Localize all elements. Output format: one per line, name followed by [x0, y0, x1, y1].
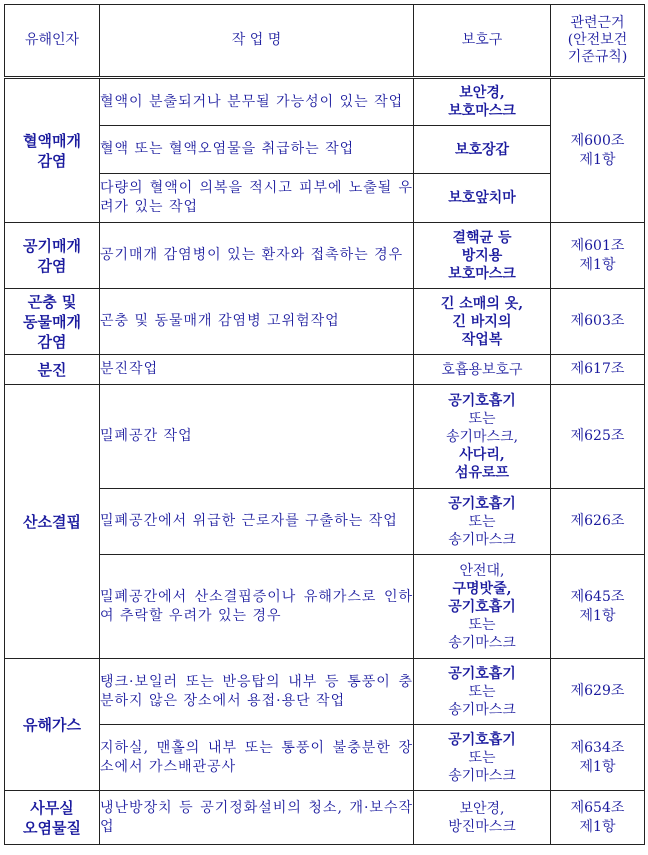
gear-line: 긴 소매의 옷,	[440, 295, 524, 312]
protective-equipment-table-sheet	[4, 4, 644, 845]
table-row	[5, 223, 645, 289]
table-row	[5, 78, 645, 126]
task-cell: 혈액 또는 혈액오염물을 취급하는 작업	[100, 126, 414, 174]
table-row	[5, 659, 645, 725]
gear-line: 또는	[468, 749, 496, 766]
gear-line: 긴 바지의	[452, 313, 512, 330]
factor-line: 감염	[37, 332, 67, 351]
task-cell: 분진작업	[100, 355, 414, 385]
table-row	[5, 289, 645, 355]
factor-cell: 분진	[5, 355, 100, 385]
law-cell	[551, 78, 645, 223]
gear-line: 보호앞치마	[448, 190, 516, 206]
gear-line: 공기호흡기	[448, 392, 516, 409]
task-cell: 밀폐공간 작업	[100, 385, 414, 489]
task-cell: 혈액이 분출되거나 분무될 가능성이 있는 작업	[100, 78, 414, 126]
factor-line: 사무실	[30, 798, 74, 817]
gear-line: 호흡용보호구	[441, 361, 523, 378]
gear-line: 또는	[468, 410, 496, 427]
law-cell: 제625조	[551, 385, 645, 489]
gear-line: 송기마스크	[448, 634, 516, 651]
factor-line: 감염	[37, 151, 67, 170]
table-row	[5, 555, 645, 659]
law-line: 제601조	[570, 237, 625, 254]
law-line: 제1항	[579, 607, 616, 624]
gear-line: 보안경,	[459, 85, 505, 101]
law-line: 제634조	[570, 739, 625, 756]
gear-line: 공기호흡기	[448, 665, 516, 682]
table-row	[5, 174, 645, 223]
table-row	[5, 355, 645, 385]
law-cell	[551, 725, 645, 791]
table-row	[5, 126, 645, 174]
factor-line: 감염	[37, 256, 67, 275]
gear-line: 사다리,	[459, 446, 505, 463]
gear-line: 안전대,	[459, 562, 505, 579]
gear-cell	[414, 555, 551, 659]
header-law-line-1: 관련근거	[570, 15, 625, 31]
factor-cell	[5, 289, 100, 355]
task-cell: 공기매개 감염병이 있는 환자와 접촉하는 경우	[100, 223, 414, 289]
law-line: 제1항	[579, 151, 616, 168]
gear-cell	[414, 355, 551, 385]
gear-cell	[414, 385, 551, 489]
gear-line: 송기마스크	[448, 767, 516, 784]
header-law	[551, 5, 645, 78]
protective-equipment-table	[4, 4, 645, 845]
gear-cell	[414, 791, 551, 845]
gear-line: 보호마스크	[448, 265, 516, 282]
table-row	[5, 385, 645, 489]
header-law-line-2: (안전보건	[567, 32, 628, 48]
gear-line: 공기호흡기	[448, 598, 516, 615]
law-line: 제1항	[579, 758, 616, 775]
law-cell: 제629조	[551, 659, 645, 725]
table-row	[5, 725, 645, 791]
gear-cell	[414, 223, 551, 289]
factor-cell	[5, 223, 100, 289]
gear-line: 공기호흡기	[448, 731, 516, 748]
gear-cell	[414, 174, 551, 223]
gear-line: 또는	[468, 513, 496, 530]
gear-cell	[414, 289, 551, 355]
header-law-line-3: 기준규칙)	[567, 49, 628, 65]
factor-cell: 유해가스	[5, 659, 100, 791]
law-line: 제645조	[570, 588, 625, 605]
factor-line: 혈액매개	[23, 131, 81, 150]
gear-line: 송기마스크	[448, 701, 516, 718]
factor-cell	[5, 791, 100, 845]
header-task: 작 업 명	[100, 5, 414, 78]
law-cell: 제603조	[551, 289, 645, 355]
gear-line: 보안경,	[459, 800, 505, 817]
gear-cell	[414, 725, 551, 791]
table-row	[5, 791, 645, 845]
task-cell: 지하실, 맨홀의 내부 또는 통풍이 불충분한 장소에서 가스배관공사	[100, 725, 414, 791]
law-line: 제1항	[579, 818, 616, 835]
header-factor: 유해인자	[5, 5, 100, 78]
task-cell: 밀폐공간에서 위급한 근로자를 구출하는 작업	[100, 489, 414, 555]
law-cell	[551, 223, 645, 289]
gear-line: 송기마스크,	[445, 428, 519, 445]
law-line: 제1항	[579, 256, 616, 273]
gear-cell	[414, 78, 551, 126]
gear-line: 구명밧줄,	[452, 580, 512, 597]
factor-cell	[5, 78, 100, 223]
task-cell: 밀폐공간에서 산소결핍증이나 유해가스로 인하여 추락할 우려가 있는 경우	[100, 555, 414, 659]
task-cell: 다량의 혈액이 의복을 적시고 피부에 노출될 우려가 있는 작업	[100, 174, 414, 223]
task-cell: 탱크·보일러 또는 반응탑의 내부 등 통풍이 충분하지 않은 장소에서 용접·용단 작업	[100, 659, 414, 725]
gear-line: 섬유로프	[454, 464, 510, 481]
law-cell	[551, 791, 645, 845]
factor-line: 동물매개	[23, 312, 81, 331]
gear-cell	[414, 126, 551, 174]
gear-line: 작업복	[461, 331, 503, 348]
gear-line: 또는	[468, 683, 496, 700]
law-line: 제654조	[570, 799, 625, 816]
gear-line: 방진마스크	[448, 818, 516, 835]
gear-line: 보호마스크	[448, 103, 516, 119]
gear-line: 방지용	[461, 247, 503, 264]
gear-line: 결핵균 등	[452, 229, 512, 246]
factor-line: 공기매개	[23, 236, 81, 255]
header-row	[5, 5, 645, 78]
task-cell: 곤충 및 동물매개 감염병 고위험작업	[100, 289, 414, 355]
law-cell: 제617조	[551, 355, 645, 385]
factor-cell: 산소결핍	[5, 385, 100, 659]
table-row	[5, 489, 645, 555]
gear-line: 공기호흡기	[448, 495, 516, 512]
gear-line: 또는	[468, 616, 496, 633]
law-line: 제600조	[570, 132, 625, 149]
gear-cell	[414, 489, 551, 555]
gear-line: 보호장갑	[454, 141, 510, 158]
gear-line: 송기마스크	[448, 531, 516, 548]
gear-cell	[414, 659, 551, 725]
law-cell	[551, 555, 645, 659]
task-cell: 냉난방장치 등 공기정화설비의 청소, 개·보수작업	[100, 791, 414, 845]
header-gear: 보호구	[414, 5, 551, 78]
factor-line: 곤충 및	[27, 292, 77, 311]
law-cell: 제626조	[551, 489, 645, 555]
factor-line: 오염물질	[23, 818, 81, 837]
